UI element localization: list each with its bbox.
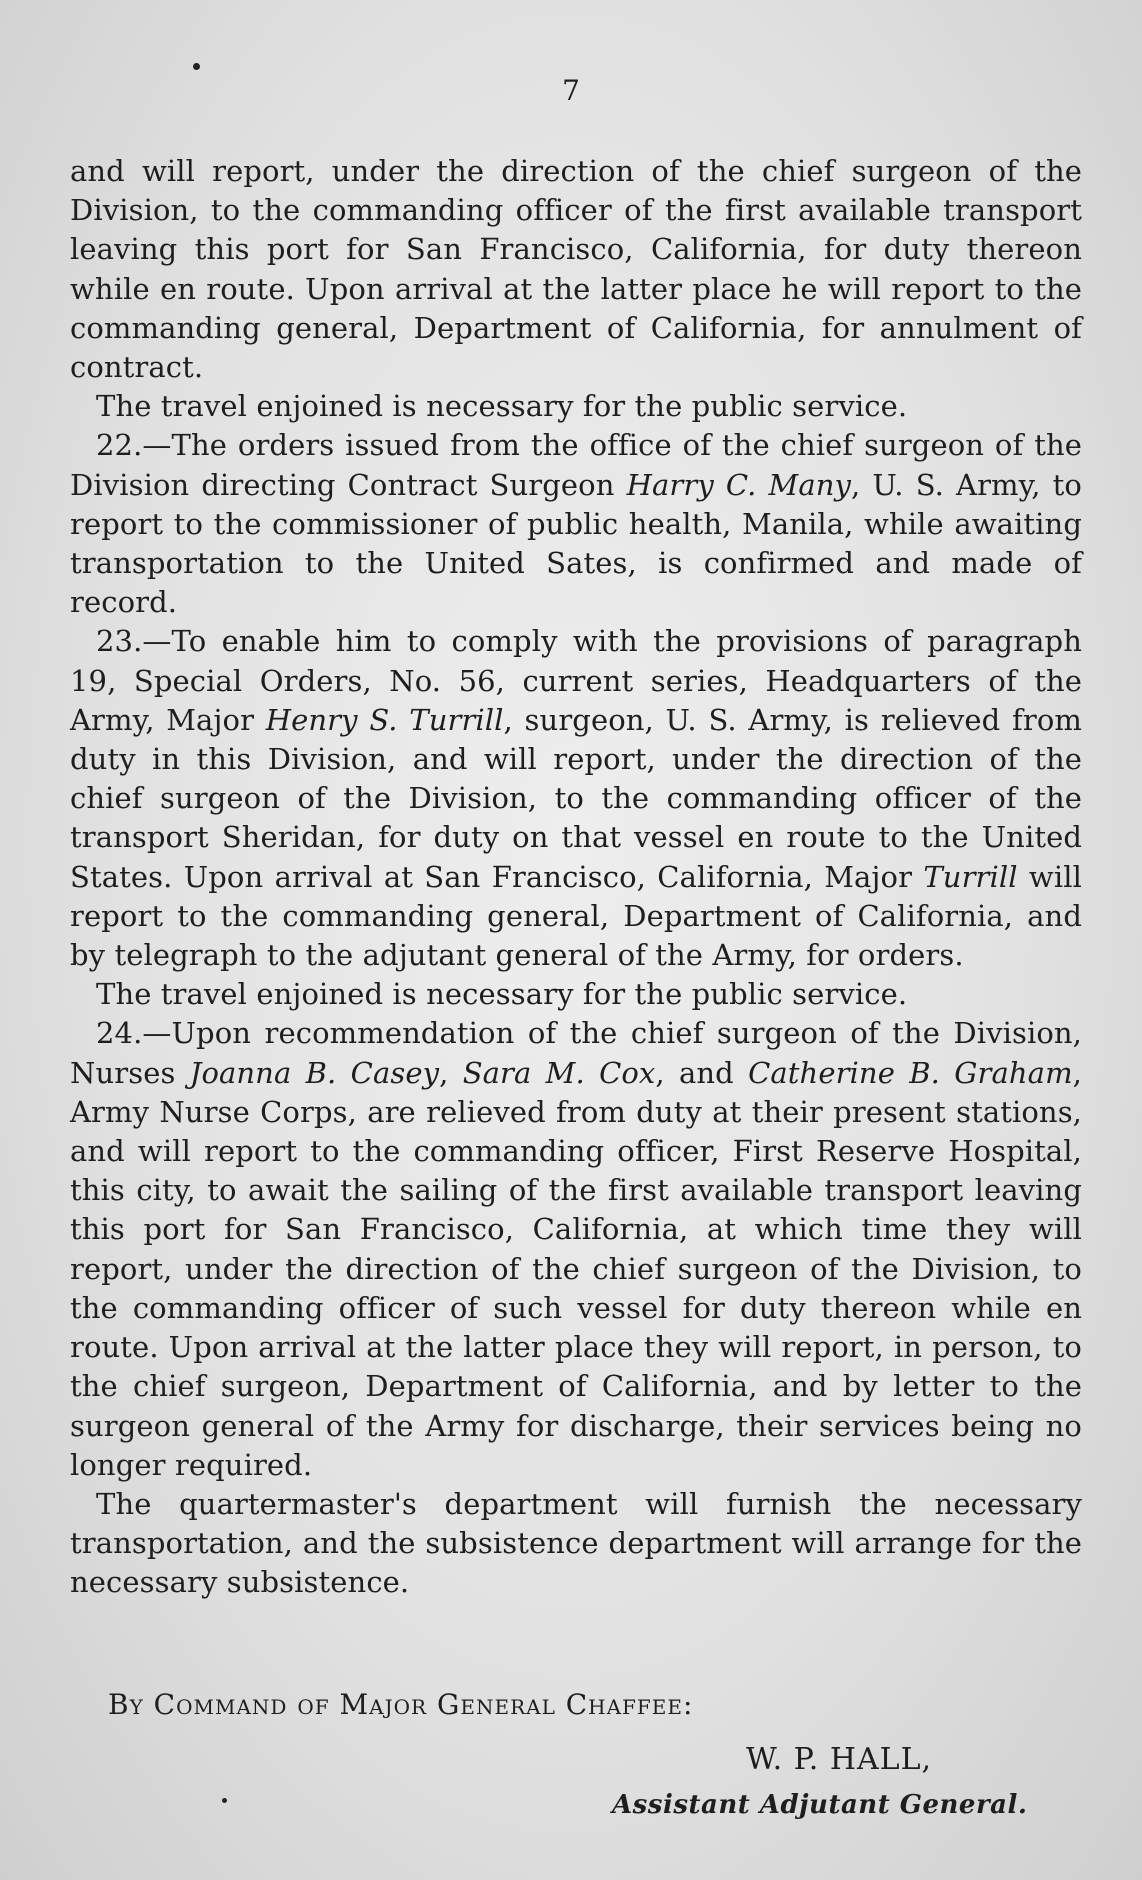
ink-speck [222,1798,227,1803]
person-name: Sara M. Cox [462,1055,656,1090]
paragraph-23-text: will report to the commanding general, Department of California, and by telegraph to the adjutant general of the Army, for orders. [70,859,1082,973]
by-command-line: By Command of Major General Chaffee: [108,1688,694,1721]
paragraph-24-text: , [439,1055,463,1090]
paragraph-quartermaster: The quartermaster's department will furnish the necessary transportation, and the subsistence department will arrange for the necessary subsistence. [70,1486,1082,1600]
paragraph-travel-1: The travel enjoined is necessary for the public service. [96,389,908,424]
paragraph-22 [70,426,1082,622]
person-name: Joanna B. Casey [189,1055,440,1090]
person-name: Turrill [923,859,1018,894]
person-name: Harry C. Many [626,467,851,502]
person-name: Henry S. Turrill [265,702,504,737]
paragraph-24-text: , Army Nurse Corps, are relieved from duty at their present stations, and will report to the commanding officer, First Reserve Hospital, this city, to await the sailing of the first available transport leaving this port for San Francisco, California, at which time they will report, under the direction of the chief surgeon of the Division, to the commanding officer of such vessel for duty thereon while en route. Upon arrival at the latter place they will report, in person, to the chief surgeon, Department of California, and by letter to the surgeon general of the Army for discharge, their services being no longer required. [70,1055,1082,1482]
page-number: 7 [562,74,580,107]
ink-speck [193,63,200,70]
paragraph-24-text: , and [655,1055,749,1090]
person-name: Catherine B. Graham [748,1055,1073,1090]
paragraph-22-text: 22.—The orders issued from the office of the chief surgeon of the Division directing Contract Surgeon [70,428,1082,502]
paragraph-23-text: 23.—To enable him to comply with the provisions of paragraph 19, Special Orders, No. 56, current series, Headquarters of the Army, Major [70,624,1082,737]
signer-name: W. P. HALL, [746,1742,933,1777]
paragraph-23 [70,622,1082,975]
paragraph-24-text: 24.—Upon recommendation of the chief surgeon of the Division, Nurses [70,1016,1082,1090]
paragraph-travel-2: The travel enjoined is necessary for the public service. [96,977,908,1012]
paragraph-22-text: , U. S. Army, to report to the commissioner of public health, Manila, while awaiting transportation to the United Sates, is confirmed and made of record. [70,467,1082,620]
orders-text [70,152,1082,1603]
signer-title: Assistant Adjutant General. [612,1790,1028,1820]
paragraph-24 [70,1014,1082,1484]
paragraph-continuation: and will report, under the direction of the chief surgeon of the Division, to the commanding officer of the first available transport leaving this port for San Francisco, California, for duty thereon while en route. Upon arrival at the latter place he will report to the commanding general, Department of California, for annulment of contract. [70,154,1082,385]
paragraph-23-text: , surgeon, U. S. Army, is relieved from duty in this Division, and will report, under the direction of the chief surgeon of the Division, to the commanding officer of the transport Sheridan, for duty on that vessel en route to the United States. Upon arrival at San Francisco, California, Major [70,702,1082,894]
